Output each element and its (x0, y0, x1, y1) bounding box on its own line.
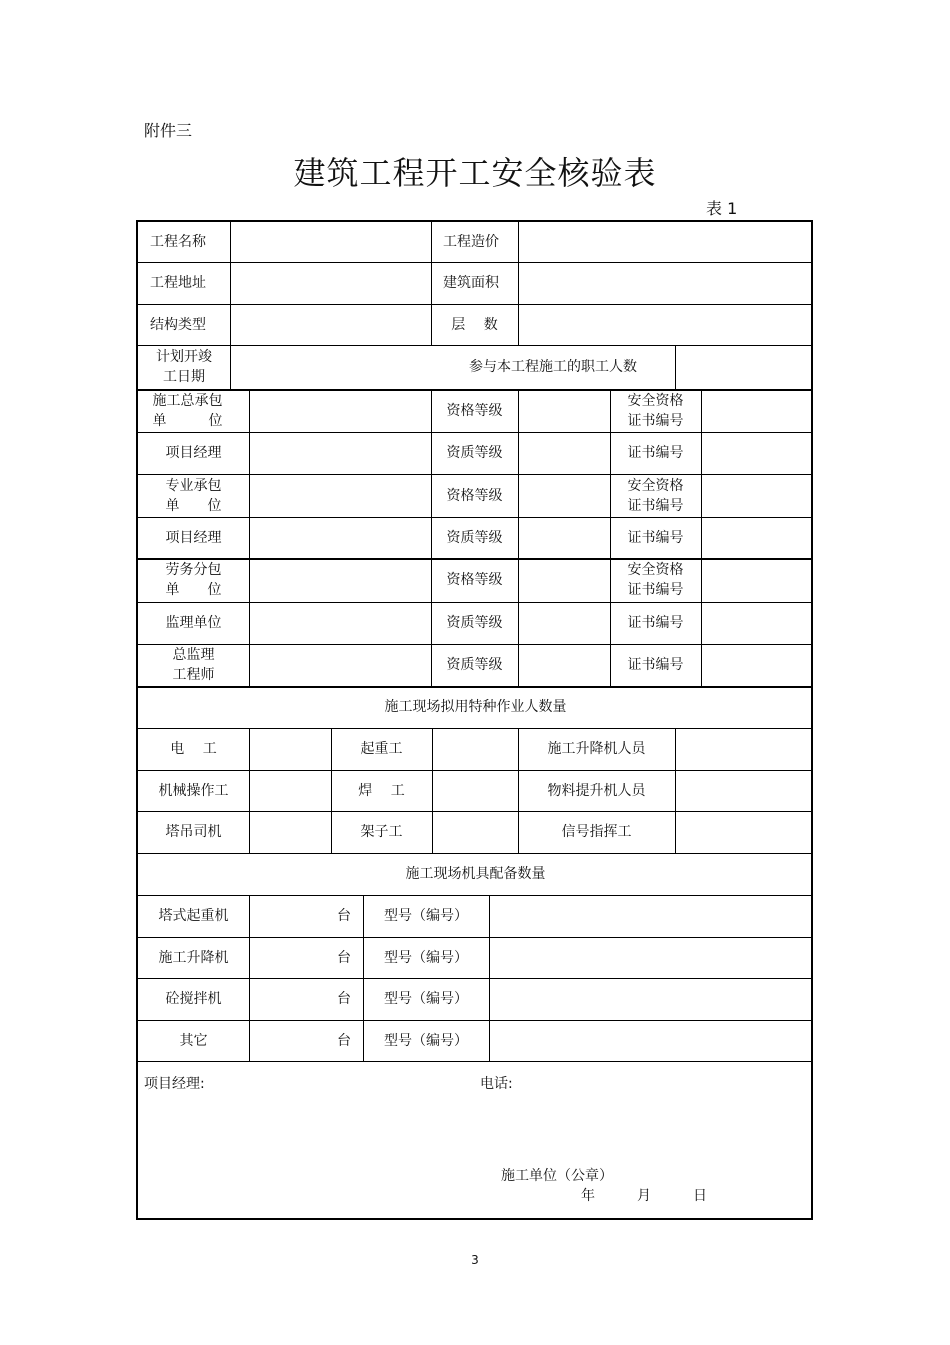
supervision-unit-label: 监理单位 (165, 615, 222, 631)
cert-number-label: 证书编号 (627, 445, 684, 461)
other-machine-label: 其它 (179, 1032, 208, 1049)
col-line (518, 222, 519, 345)
scaffolder-label: 架子工 (360, 824, 403, 840)
rigger-label: 起重工 (360, 741, 403, 757)
general-contractor-label: 施工总承包 单 位 (152, 392, 223, 429)
col-line (675, 728, 676, 853)
row-line (138, 1061, 813, 1062)
quality-grade-label: 资质等级 (446, 529, 503, 546)
model-label: 型号（编号） (384, 949, 468, 966)
safety-cert-label: 安全资格 证书编号 (627, 477, 684, 514)
table-number: 表 1 (706, 199, 738, 218)
project-name-label: 工程名称 (150, 234, 206, 250)
specialty-contractor-label: 专业承包 单 位 (165, 477, 222, 514)
project-cost-label: 工程造价 (443, 234, 499, 250)
quality-grade-label: 资质等级 (446, 657, 503, 673)
floors-label: 层 数 (451, 316, 498, 333)
grade-label: 资格等级 (446, 572, 503, 588)
cert-number-label: 证书编号 (627, 657, 684, 673)
footer-date-label: 年 月 日 (581, 1188, 707, 1204)
col-line (230, 222, 231, 389)
col-line (432, 728, 433, 853)
special-ops-heading: 施工现场拟用特种作业人数量 (384, 699, 567, 715)
safety-check-form (136, 220, 813, 1220)
worker-count-label: 参与本工程施工的职工人数 (469, 359, 637, 375)
lift-operator-label: 物料提升机人员 (547, 782, 646, 799)
labor-subcontractor-label: 劳务分包 单 位 (165, 562, 222, 598)
document-title: 建筑工程开工安全核验表 (293, 154, 657, 192)
project-manager-label: 项目经理 (165, 529, 222, 546)
building-area-label: 建筑面积 (443, 275, 499, 291)
footer-phone-label: 电话: (480, 1076, 513, 1092)
signalman-label: 信号指挥工 (561, 824, 632, 840)
project-manager-label: 项目经理 (165, 445, 222, 461)
attachment-label: 附件三 (144, 121, 193, 140)
footer-pm-label: 项目经理: (144, 1076, 205, 1092)
model-label: 型号（编号） (384, 991, 468, 1007)
crane-driver-label: 塔吊司机 (165, 824, 222, 840)
col-line (518, 389, 519, 686)
electrician-label: 电 工 (170, 741, 217, 757)
unit-label: 台 (337, 949, 351, 966)
col-line (489, 895, 490, 1061)
col-line (701, 389, 702, 686)
chief-supervisor-label: 总监理 工程师 (172, 647, 215, 683)
col-line (675, 345, 676, 389)
tower-crane-label: 塔式起重机 (158, 908, 229, 924)
structure-type-label: 结构类型 (150, 316, 206, 333)
unit-label: 台 (337, 991, 351, 1007)
page-number: 3 (471, 1253, 479, 1267)
unit-label: 台 (337, 908, 351, 924)
col-line (249, 728, 250, 853)
welder-label: 焊 工 (358, 782, 405, 799)
grade-label: 资格等级 (446, 402, 503, 419)
planned-dates-label: 计划开竣 工日期 (156, 349, 212, 385)
project-address-label: 工程地址 (150, 275, 206, 291)
quality-grade-label: 资质等级 (446, 445, 503, 461)
footer-seal-label: 施工单位（公章） (501, 1168, 613, 1184)
hoist-label: 施工升降机 (158, 949, 229, 966)
safety-cert-label: 安全资格 证书编号 (627, 562, 684, 598)
machines-heading: 施工现场机具配备数量 (405, 866, 546, 882)
col-line (249, 389, 250, 686)
quality-grade-label: 资质等级 (446, 615, 503, 631)
cert-number-label: 证书编号 (627, 615, 684, 631)
model-label: 型号（编号） (384, 1032, 468, 1049)
unit-label: 台 (337, 1032, 351, 1049)
safety-cert-label: 安全资格 证书编号 (627, 392, 684, 429)
model-label: 型号（编号） (384, 908, 468, 924)
cert-number-label: 证书编号 (627, 529, 684, 546)
hoist-operator-label: 施工升降机人员 (547, 741, 646, 757)
machine-operator-label: 机械操作工 (158, 782, 229, 799)
mixer-label: 砼搅拌机 (165, 991, 222, 1007)
grade-label: 资格等级 (446, 487, 503, 504)
